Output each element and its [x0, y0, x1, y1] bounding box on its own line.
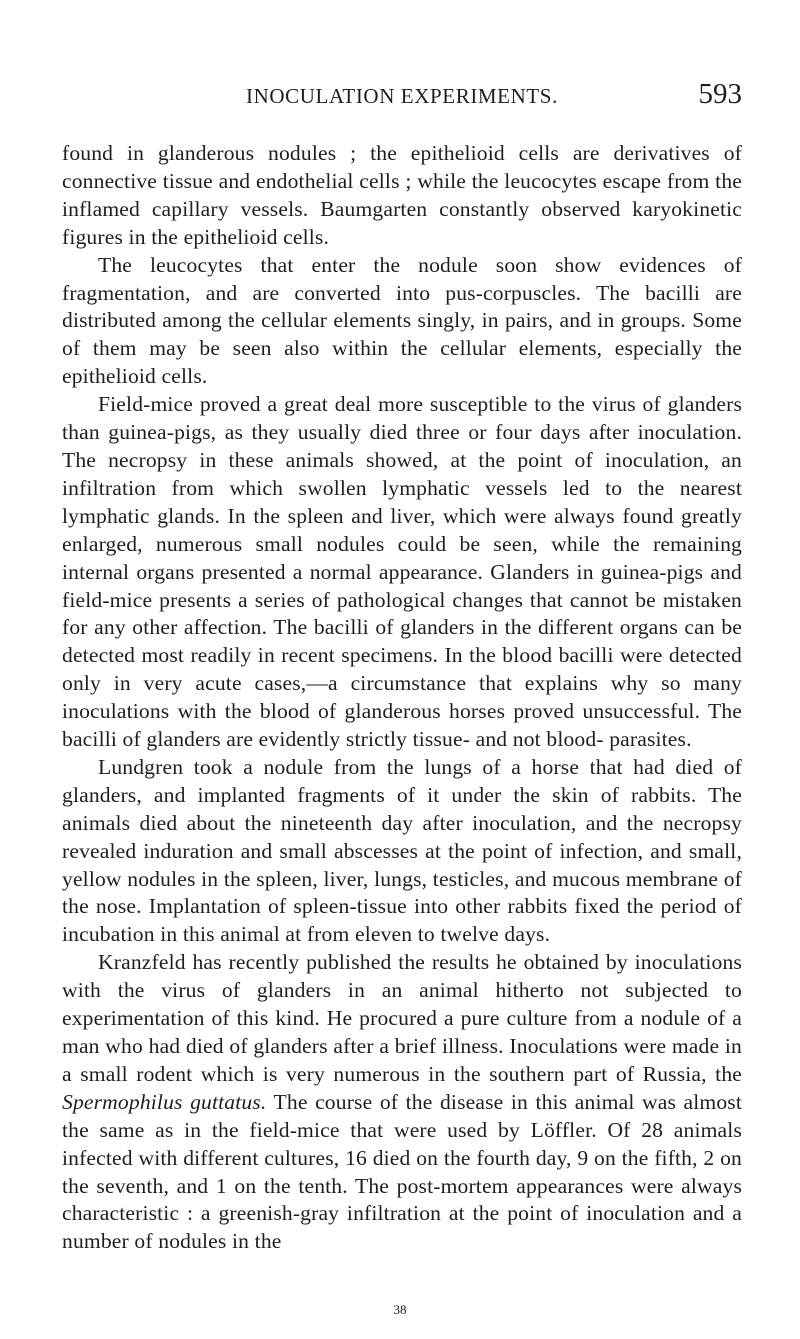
paragraph-text: The course of the disease in this animal was almost the same as in the field-mice that were used by Löffler. Of 28 animals infected with different cultures, 16 died on the fourth day, 9 on the fifth, 2 on the seventh, and 1 on the tenth. The post-mortem appearances were always characteristic : a greenish-gray infiltration at the point of inoculation and a number of nodules in the: [62, 1089, 743, 1254]
page-number: 593: [698, 78, 742, 110]
page-header: [62, 78, 742, 112]
paragraph-1: [62, 140, 742, 252]
body-text: [62, 140, 742, 1256]
signature-mark: 38: [393, 1302, 407, 1317]
paragraph-5: [62, 949, 742, 1256]
paragraph-4: [62, 754, 742, 949]
paragraph-text: Kranzfeld has recently published the results he obtained by inoculations with the virus of glanders in an animal hitherto not subjected to experimentation of this kind. He procured a pure culture from a nodule of a man who had died of glanders after a brief illness. Inoculations were made in a small rodent which is very numerous in the southern part of Russia, the: [62, 950, 742, 1086]
paragraph-text: Field-mice proved a great deal more susceptible to the virus of glanders than guinea-pigs, as they usually died three or four days after inoculation. The necropsy in these animals showed, at the point of inoculation, an infiltration from which swollen lymphatic vessels led to the nearest lymphatic glands. In the spleen and liver, which were always found greatly enlarged, numerous small nodules could be seen, while the remaining internal organs presented a normal appearance. Glanders in guinea-pigs and field-mice presents a series of pathological changes that cannot be mistaken for any other affection. The bacilli of glanders in the different organs can be detected most readily in recent specimens. In the blood bacilli were detected only in very acute cases,—a circumstance that explains why so many inoculations with the blood of glanderous horses proved unsuccessful. The bacilli of glanders are evidently strictly tissue- and not blood- parasites.: [62, 392, 742, 752]
paragraph-3: [62, 391, 742, 754]
paragraph-text: The leucocytes that enter the nodule soon show evidences of fragmentation, and are converted into pus-corpuscles. The bacilli are distributed among the cellular elements singly, in pairs, and in groups. Some of them may be seen also within the cellular elements, especially the epithelioid cells.: [62, 252, 742, 389]
species-name: Spermophilus guttatus.: [62, 1089, 267, 1114]
paragraph-text: Lundgren took a nodule from the lungs of a horse that had died of glanders, and implanted fragments of it under the skin of rabbits. The animals died about the nineteenth day after inoculation, and the necropsy revealed induration and small abscesses at the point of infection, and small, yellow nodules in the spleen, liver, lungs, testicles, and mucous membrane of the nose. Implantation of spleen-tissue into other rabbits fixed the period of incubation in this animal at from eleven to twelve days.: [62, 754, 742, 947]
paragraph-text: found in glanderous nodules ; the epithelioid cells are derivatives of connective tissue and endothelial cells ; while the leucocytes escape from the inflamed capillary vessels. Baumgarten constantly observed karyokinetic figures in the epithelioid cells.: [62, 141, 742, 249]
running-title: INOCULATION EXPERIMENTS.: [246, 84, 558, 108]
paragraph-2: [62, 252, 742, 392]
